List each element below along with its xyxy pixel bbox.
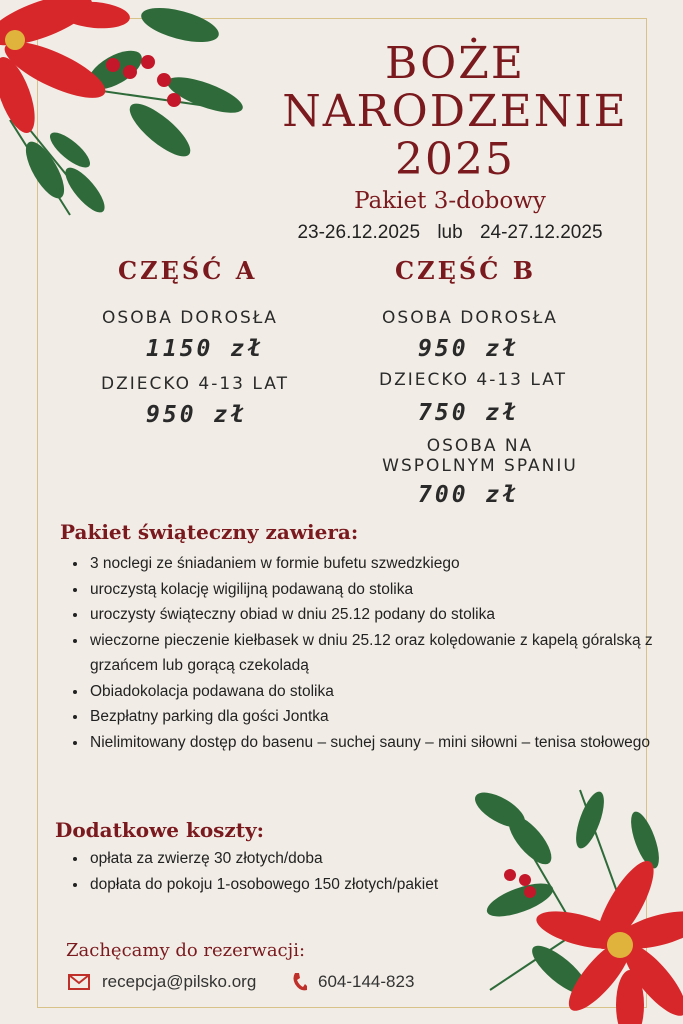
phone-link[interactable] <box>292 972 414 992</box>
date-separator: lub <box>437 222 463 243</box>
list-item: • Nielimitowany dostęp do basenu – suchej sauny – mini siłowni – tenisa stołowego <box>88 730 658 756</box>
part-b-shared-label-line-2: WSPOLNYM SPANIU <box>382 456 578 476</box>
title-line-1: BOŻE <box>385 38 525 89</box>
contact-title: Zachęcamy do rezerwacji: <box>66 940 306 961</box>
part-b-title: CZĘŚĆ B <box>395 256 536 285</box>
date-range-2: 24-27.12.2025 <box>479 222 603 243</box>
part-a-title: CZĘŚĆ A <box>118 256 258 285</box>
list-item: • 3 noclegi ze śniadaniem w formie bufetu szwedzkiego <box>88 551 658 577</box>
extra-costs-title: Dodatkowe koszty: <box>55 818 265 842</box>
part-b-child-label: DZIECKO 4-13 LAT <box>379 370 567 390</box>
list-item: • Obiadokolacja podawana do stolika <box>88 679 658 705</box>
phone-icon <box>292 972 308 992</box>
part-b-adult-label: OSOBA DOROSŁA <box>382 308 558 328</box>
list-item: • opłata za zwierzę 30 złotych/doba <box>88 846 528 872</box>
list-item: • wieczorne pieczenie kiełbasek w dniu 25.12 oraz kolędowanie z kapelą góralską z grzańcem lub gorącą czekoladą <box>88 628 658 679</box>
package-list <box>66 551 658 755</box>
title-line-2: NARODZENIE <box>282 86 628 137</box>
package-subtitle: Pakiet 3-dobowy <box>354 188 546 214</box>
dates-row <box>260 222 640 244</box>
part-a-child-label: DZIECKO 4-13 LAT <box>101 374 289 394</box>
date-range-1: 23-26.12.2025 <box>297 222 421 243</box>
list-item: • Bezpłatny parking dla gości Jontka <box>88 704 658 730</box>
part-b-child-price: 750 zł <box>418 400 520 426</box>
list-item: • uroczysty świąteczny obiad w dniu 25.12 podany do stolika <box>88 602 658 628</box>
part-b-adult-price: 950 zł <box>418 336 520 362</box>
poinsettia-decoration-bottom-right <box>460 780 683 1024</box>
part-a-adult-price: 1150 zł <box>146 336 264 362</box>
list-item: • dopłata do pokoju 1-osobowego 150 złotych/pakiet <box>88 872 528 898</box>
email-link[interactable] <box>68 972 256 992</box>
email-text: recepcja@pilsko.org <box>102 972 257 991</box>
extra-costs-list <box>66 846 528 897</box>
part-b-shared-price: 700 zł <box>418 482 520 508</box>
package-title: Pakiet świąteczny zawiera: <box>60 520 359 544</box>
mail-icon <box>68 974 90 990</box>
list-item: • uroczystą kolację wigilijną podawaną do stolika <box>88 577 658 603</box>
part-a-adult-label: OSOBA DOROSŁA <box>102 308 278 328</box>
title-year: 2025 <box>395 134 515 185</box>
phone-text: 604-144-823 <box>318 972 415 991</box>
part-b-shared-label <box>375 436 585 476</box>
poinsettia-decoration-top-left <box>0 0 250 230</box>
part-a-child-price: 950 zł <box>146 402 248 428</box>
part-b-shared-label-line-1: OSOBA NA <box>426 436 534 456</box>
